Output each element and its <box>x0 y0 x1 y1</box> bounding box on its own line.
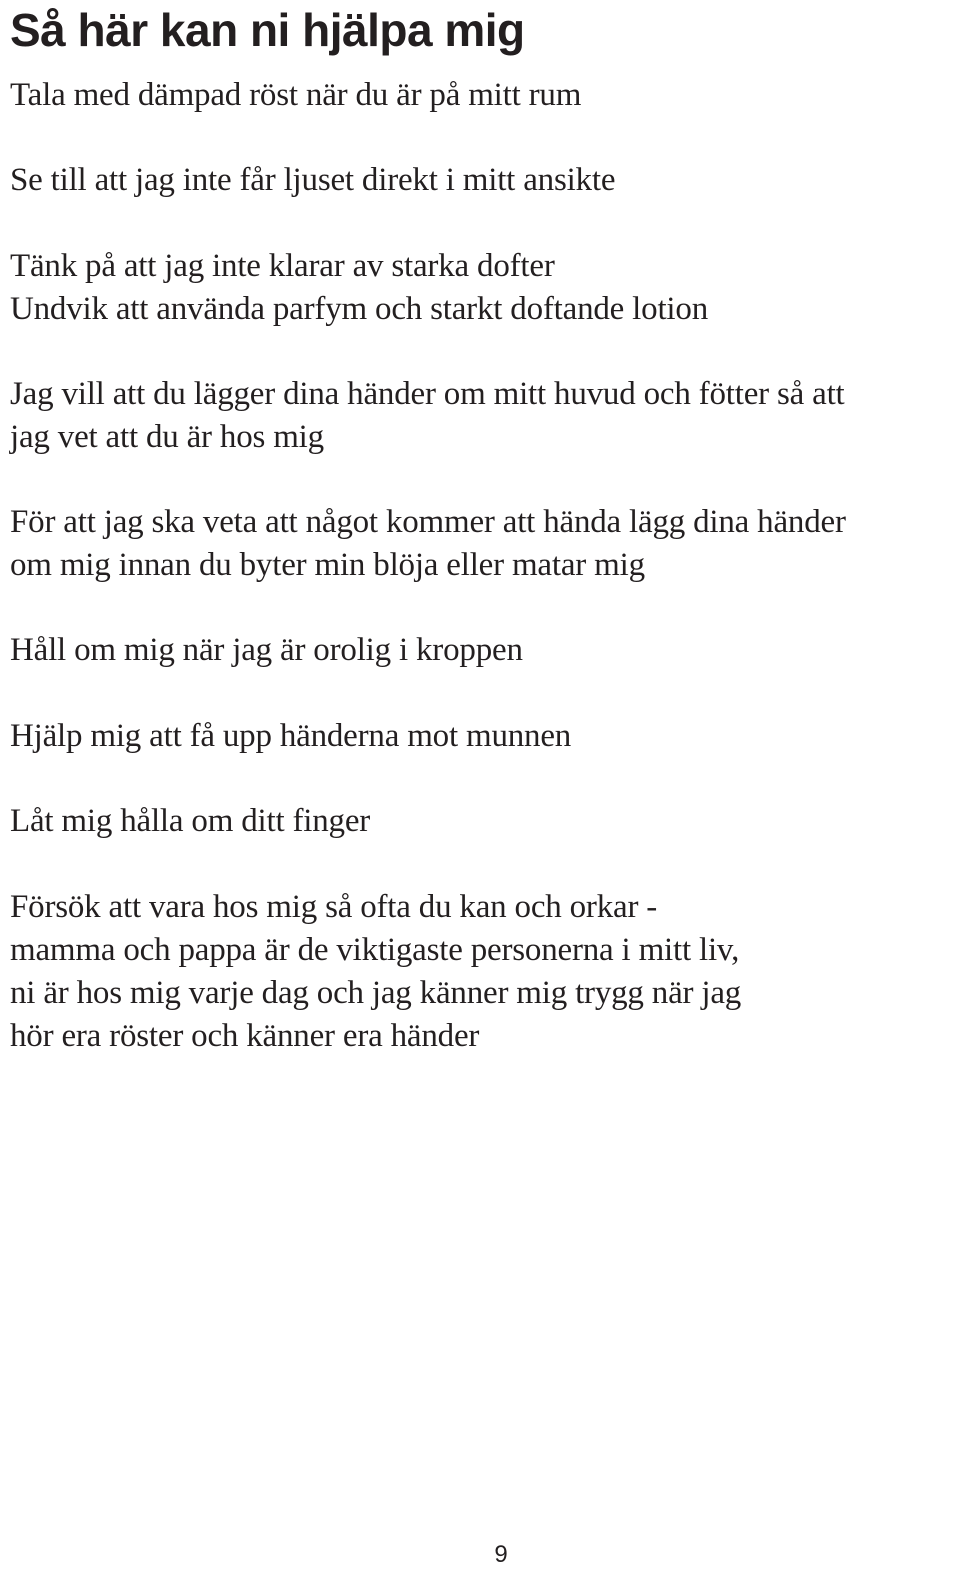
paragraph-finger <box>10 800 370 843</box>
paragraph-light <box>10 159 615 202</box>
paragraph-be-with-me <box>10 886 741 1058</box>
paragraph-line: ni är hos mig varje dag och jag känner mig trygg när jag <box>10 975 742 1011</box>
page-title: Så här kan ni hjälpa mig <box>10 4 525 56</box>
paragraph-line: Se till att jag inte får ljuset direkt i mitt ansikte <box>10 162 616 198</box>
paragraph-line: Försök att vara hos mig så ofta du kan och orkar - <box>10 889 658 925</box>
paragraph-line: Låt mig hålla om ditt finger <box>10 803 371 839</box>
paragraph-line: Tänk på att jag inte klarar av starka dofter <box>10 248 555 284</box>
paragraph-line: mamma och pappa är de viktigaste personerna i mitt liv, <box>10 932 740 968</box>
paragraph-line: Jag vill att du lägger dina händer om mitt huvud och fötter så att <box>10 376 845 412</box>
paragraph-line: Undvik att använda parfym och starkt doftande lotion <box>10 291 708 327</box>
page-number: 9 <box>494 1541 508 1568</box>
paragraph-hands-mouth <box>10 715 571 758</box>
paragraph-line: om mig innan du byter min blöja eller matar mig <box>10 547 645 583</box>
paragraph-hands-head <box>10 373 845 459</box>
paragraph-line: Hjälp mig att få upp händerna mot munnen <box>10 718 572 754</box>
paragraph-line: Håll om mig när jag är orolig i kroppen <box>10 632 523 668</box>
paragraph-quiet-voice <box>10 74 581 117</box>
paragraph-line: jag vet att du är hos mig <box>10 419 324 455</box>
paragraph-line: Tala med dämpad röst när du är på mitt rum <box>10 77 582 113</box>
paragraph-scents <box>10 245 708 331</box>
paragraph-warning-touch <box>10 501 846 587</box>
paragraph-line: hör era röster och känner era händer <box>10 1018 480 1054</box>
paragraph-line: För att jag ska veta att något kommer att hända lägg dina händer <box>10 504 846 540</box>
paragraph-hold-me <box>10 629 523 672</box>
